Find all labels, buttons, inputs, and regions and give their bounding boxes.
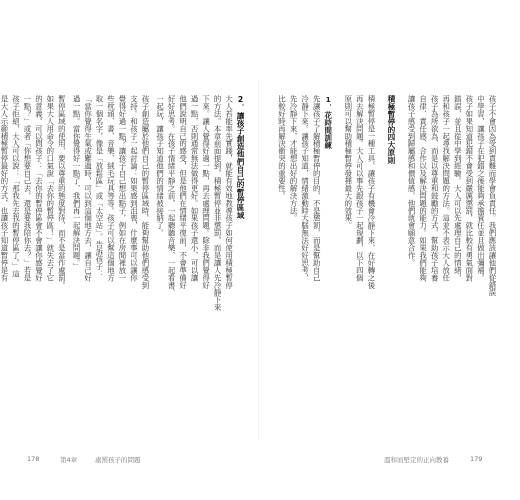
- column-text: 一點？」或者「你想要自己去，還是要我陪你去？」若是: [22, 95, 32, 282]
- text-column: [46, 95, 54, 425]
- paragraph-gap: [378, 95, 383, 425]
- column-text: 過一點，否則通常無法做得更好。如果孩子還小，可以讓: [190, 95, 200, 282]
- paragraph-gap: [335, 95, 340, 425]
- text-column: [23, 95, 31, 425]
- column-text: 原則可以幫助積極暫停發揮最大的效果。: [343, 95, 353, 230]
- text-column: [312, 95, 320, 425]
- column-text: 1．花時間訓練: [323, 95, 333, 149]
- right-page-text-columns: [274, 95, 496, 425]
- column-text: 讓孩子感受到歸屬感和價值感，他們就會願意合作。: [407, 95, 417, 267]
- text-column: [129, 95, 137, 425]
- section-heading: [236, 95, 244, 425]
- column-text: 好好思考。在孩子情緒平靜之前，一起聽聽音樂、一起看書、: [167, 95, 177, 297]
- text-column: [106, 95, 114, 425]
- text-column: [418, 95, 426, 425]
- column-text: 的方法。本章前面提到，積極暫停並非懲罰，而是讓人先冷靜下來: [213, 95, 223, 312]
- section-heading: [387, 95, 395, 425]
- column-text: 孩子如果知道犯錯不會受到嚴厲懲罰，就比較有勇氣面對: [464, 95, 474, 282]
- column-text: 過一點。當你覺得好一點了，我們再一起解決問題。」: [72, 95, 82, 271]
- column-text: 覺得好過一點？讓孩子自己想出點子，例如在房間裡放一: [117, 95, 127, 282]
- column-text: 先讓孩子了解積極暫停的目的，不是懲罰，而是幫助自己: [312, 95, 322, 282]
- right-section-title: 溫和而堅定的正向教養: [384, 456, 449, 464]
- text-column: [201, 95, 209, 425]
- text-column: [167, 95, 175, 425]
- column-text: 一起玩，讓孩子知道他們的情緒被接納了。: [155, 95, 165, 237]
- column-text: 的意義。可以問孩子：「去你的暫停區會不會讓你感覺好: [34, 95, 44, 282]
- text-column: [190, 95, 198, 425]
- column-text: 下來。讓人覺得好過一點，再去處理問題。除非我們覺得好: [201, 95, 211, 289]
- left-page-number: 178: [27, 455, 40, 463]
- column-text: 錯誤，並且從中學到經驗。大人可以先處理自己的情緒，: [453, 95, 463, 282]
- text-column: [95, 95, 103, 425]
- text-column: [355, 95, 363, 425]
- text-column: [453, 95, 461, 425]
- text-column: [11, 95, 19, 425]
- left-page-text-columns: [0, 95, 245, 425]
- column-text: 孩子拒絕，大人可以說：「那我先去我的暫停區了。」這: [11, 95, 21, 278]
- column-text: 孩子為所欲為，而是以尊重和鼓勵的方式，幫助孩子培養: [430, 95, 440, 282]
- subsection-heading: [323, 95, 331, 425]
- column-text: 積極暫停的四大原則: [386, 95, 396, 164]
- text-column: [57, 95, 65, 425]
- column-text: 冷靜下來。讓孩子知道，情緒激動時大腦無法好好思考，: [300, 95, 310, 282]
- column-text: 暫停區域的使用，要以尊重的態度對待，而不是當作處罰。: [57, 95, 67, 289]
- text-column: [224, 95, 232, 425]
- paragraph-gap: [398, 95, 403, 425]
- text-column: [0, 95, 8, 425]
- left-page: [0, 95, 245, 425]
- column-text: 再去解決問題。大人可以事先跟孩子一起規劃，以下四個: [355, 95, 365, 282]
- column-text: 2．讓孩子創造他們自己的暫停區域: [236, 95, 245, 219]
- text-column: [343, 95, 351, 425]
- text-column: [141, 95, 149, 425]
- text-column: [72, 95, 80, 425]
- column-text: 孩子不會因為受到責難而學會負責任。我們應該讓他們從錯誤: [487, 95, 497, 297]
- left-chapter-title: 處罰孩子的問題: [95, 456, 141, 464]
- text-column: [465, 95, 473, 425]
- column-text: 比較好時再解決衝突的重要性。: [277, 95, 287, 200]
- text-column: [430, 95, 438, 425]
- book-gutter: [258, 80, 259, 440]
- text-column: [34, 95, 42, 425]
- text-column: [178, 95, 186, 425]
- text-column: [367, 95, 375, 425]
- column-text: 取一個名字，像是「放鬆區」或「太空站」。告訴孩子：: [95, 95, 104, 278]
- column-text: 如果大人用命令的口氣說「去你的暫停區！」就失去了它: [45, 95, 55, 282]
- text-column: [300, 95, 308, 425]
- column-text: 些枕頭、書、音樂、絨毛玩具等等。孩子可以幫這個地方: [106, 95, 116, 282]
- text-column: [118, 95, 126, 425]
- text-column: [488, 95, 496, 425]
- right-page: [274, 95, 496, 425]
- text-column: [155, 95, 163, 425]
- column-text: 先冷靜下來，才能想出好的解決方法。: [289, 95, 299, 222]
- column-text: 大人若能率先實踐，就能有效地教導孩子如何使用積極暫停: [224, 95, 234, 289]
- column-text: 支持。和孩子一起討論：如果感到沮喪，什麼事可以讓你: [129, 95, 139, 282]
- right-page-number: 179: [470, 455, 483, 463]
- text-column: [441, 95, 449, 425]
- column-text: 再和孩子一起尋找解決問題的方法。這並不表示大人放任: [441, 95, 451, 282]
- text-column: [213, 95, 221, 425]
- text-column: [476, 95, 484, 425]
- column-text: 「當你覺得生氣或難過時，可以到這個地方去，讓自己好: [83, 95, 93, 282]
- column-text: 是大人示範積極暫停最好的方式，也讓孩子知道暫停是有: [0, 95, 9, 282]
- text-column: [289, 95, 297, 425]
- text-column: [83, 95, 91, 425]
- column-text: 積極暫停是一種工具，讓孩子有機會冷靜下來，在好轉之後: [366, 95, 376, 289]
- left-chapter-label: 第4章: [60, 456, 78, 464]
- column-text: 他們說明自己的感受，但是他們在情緒平復前，不會準備好: [178, 95, 188, 289]
- column-text: 孩子創造屬於他們自己的暫停區域時，能夠幫助他們感受到: [140, 95, 150, 289]
- column-text: 中學習，讓孩子在犯錯之後能夠承擔責任並且做出彌補。: [476, 95, 486, 282]
- column-text: 自律、責任感、合作以及解決問題的能力。如果我們能夠: [418, 95, 428, 282]
- text-column: [277, 95, 285, 425]
- text-column: [407, 95, 415, 425]
